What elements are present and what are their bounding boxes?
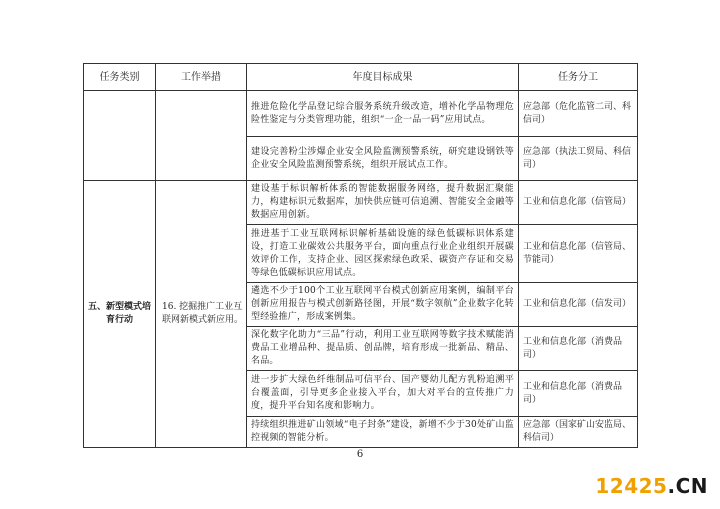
- goal-cell: 建设完善粉尘涉爆企业安全风险监测预警系统，研究建设钢铁等企业安全风险监测预警系统，组织开展试点工作。: [247, 137, 519, 181]
- watermark-suffix: .CN: [667, 474, 708, 498]
- table-row: [84, 181, 638, 225]
- assignment-cell: 应急部（危化监管二司、科信司）: [519, 91, 638, 137]
- section-category: 五、新型模式培育行动: [84, 181, 156, 448]
- page-number: 6: [356, 449, 364, 460]
- assignment-cell: 工业和信息化部（信管局）: [519, 181, 638, 225]
- assignment-cell: 工业和信息化部（消费品司）: [519, 327, 638, 371]
- goal-cell: 推进危险化学品登记综合服务系统升级改造，增补化学品物理危险性鉴定与分类管理功能，组织“一企一品一码”应用试点。: [247, 91, 519, 137]
- header-task-assignment: 任务分工: [519, 64, 638, 91]
- watermark-logo: [595, 474, 708, 498]
- assignment-cell: 工业和信息化部（信管局、节能司）: [519, 225, 638, 283]
- goal-cell: 持续组织推进矿山领域“电子封条”建设，新增不少于30处矿山监控视频的智能分析。: [247, 417, 519, 448]
- task-table: [83, 63, 638, 448]
- table-row: [84, 91, 638, 137]
- assignment-cell: 应急部（执法工贸局、科信司）: [519, 137, 638, 181]
- goal-cell: 推进基于工业互联网标识解析基础设施的绿色低碳标识体系建设，打造工业碳效公共服务平台，面向重点行业企业组织开展碳效评价工作，支持企业、园区探索绿色政采、碳资产存证和交易等绿色低碳标识应用试点。: [247, 225, 519, 283]
- assignment-cell: 应急部（国家矿山安监局、科信司）: [519, 417, 638, 448]
- goal-cell: 深化数字化助力“三品”行动，利用工业互联网等数字技术赋能消费品工业增品种、提品质、创品牌，培育形成一批新品、精品、名品。: [247, 327, 519, 371]
- assignment-cell: 工业和信息化部（信发司）: [519, 283, 638, 327]
- header-work-measure: 工作举措: [156, 64, 247, 91]
- section-measure: 16. 挖掘推广工业互联网新模式新应用。: [156, 181, 247, 448]
- goal-cell: 建设基于标识解析体系的智能数据服务网络，提升数据汇聚能力，构建标识元数据库，加快供应链可信追溯、智能安全金融等数据应用创新。: [247, 181, 519, 225]
- header-task-category: 任务类别: [84, 64, 156, 91]
- watermark-digits: 12425: [595, 474, 668, 498]
- goal-cell: 进一步扩大绿色纤维制品可信平台、国产婴幼儿配方乳粉追溯平台覆盖面，引导更多企业接入平台，加大对平台的宣传推广力度，提升平台知名度和影响力。: [247, 371, 519, 417]
- table-header-row: [84, 64, 638, 91]
- continued-measure-cell: [156, 91, 247, 181]
- continued-category-cell: [84, 91, 156, 181]
- goal-cell: 遴选不少于100个工业互联网平台模式创新应用案例，编制平台创新应用报告与模式创新路径图，开展“数字领航”企业数字化转型经验推广，形成案例集。: [247, 283, 519, 327]
- header-annual-goal: 年度目标成果: [247, 64, 519, 91]
- assignment-cell: 工业和信息化部（消费品司）: [519, 371, 638, 417]
